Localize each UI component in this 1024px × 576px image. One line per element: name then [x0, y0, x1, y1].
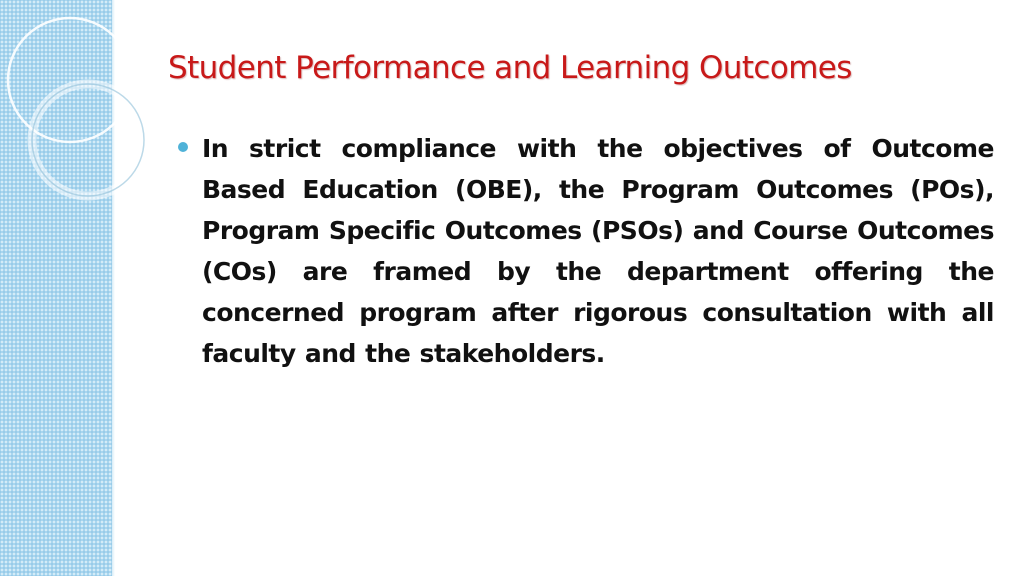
decorative-rings	[0, 0, 150, 230]
slide-title: Student Performance and Learning Outcomes	[168, 50, 852, 86]
decorative-ring-outer	[8, 18, 132, 142]
bullet-dot-icon	[178, 142, 188, 152]
bullet-text: In strict compliance with the objectives of Outcome Based Education (OBE), the Program Outcomes (POs), Program Specific Outcomes (PSOs) and Course Outcomes (COs) are framed by the department offering the concerned program after rigorous consultation with all faculty and the stakeholders.	[202, 134, 994, 368]
bullet-list	[172, 128, 994, 374]
bullet-item	[172, 128, 994, 374]
